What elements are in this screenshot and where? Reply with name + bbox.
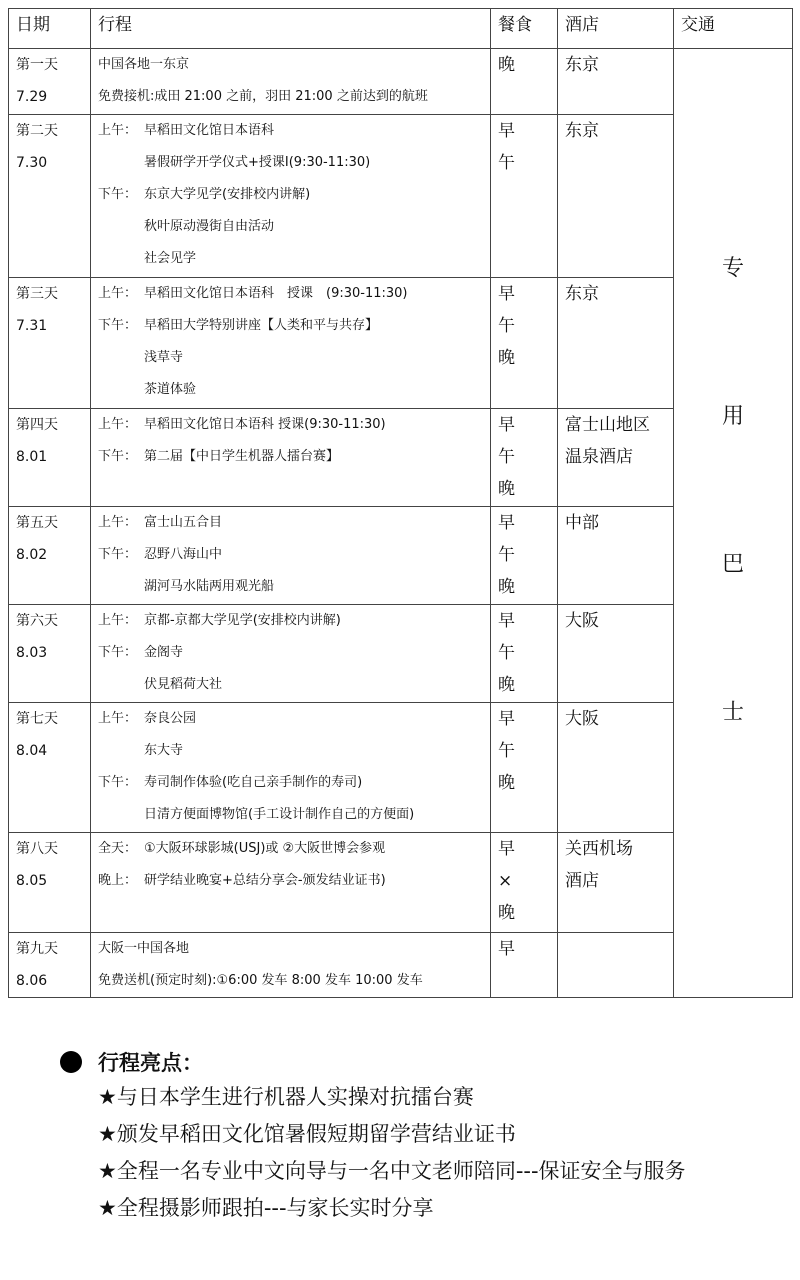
day-date: 8.03 bbox=[16, 645, 48, 661]
day-cell bbox=[9, 507, 91, 605]
hotel-name: 富士山地区 bbox=[565, 415, 650, 435]
transport-char: 用 bbox=[721, 404, 744, 429]
day-cell bbox=[9, 115, 91, 278]
itinerary-line bbox=[98, 49, 490, 81]
time-prefix: 上午： bbox=[98, 286, 138, 301]
itinerary-line bbox=[98, 243, 490, 275]
highlights-section bbox=[60, 1045, 686, 1227]
highlight-item: ★全程一名专业中文向导与一名中文老师陪同---保证安全与服务 bbox=[98, 1159, 686, 1183]
time-prefix bbox=[98, 669, 144, 701]
time-prefix: 上午： bbox=[98, 123, 138, 138]
time-prefix: 上午： bbox=[98, 711, 138, 726]
meals-cell bbox=[491, 49, 558, 115]
itinerary-text: 京都-京都大学见学(安排校内讲解) bbox=[144, 613, 341, 628]
header-hotel: 酒店 bbox=[558, 9, 674, 49]
meals-cell bbox=[491, 703, 558, 833]
meal-item: 早 bbox=[498, 709, 515, 729]
hotel-cell bbox=[558, 703, 674, 833]
hotel-cell bbox=[558, 409, 674, 507]
itinerary-text: 富士山五合目 bbox=[144, 515, 223, 530]
time-prefix bbox=[98, 342, 144, 374]
itinerary-line bbox=[98, 605, 490, 637]
itinerary-line bbox=[98, 637, 490, 669]
meals-cell bbox=[491, 278, 558, 409]
time-prefix bbox=[98, 243, 144, 275]
meal-item: 早 bbox=[498, 611, 515, 631]
itinerary-text: 免费接机:成田 21:00 之前，羽田 21:00 之前达到的航班 bbox=[98, 89, 428, 104]
meals-cell bbox=[491, 833, 558, 933]
hotel-name: 关西机场 bbox=[565, 839, 633, 859]
time-prefix: 全天： bbox=[98, 841, 138, 856]
time-prefix: 晚上： bbox=[98, 873, 138, 888]
itinerary-text: 早稻田大学特别讲座【人类和平与共存】 bbox=[144, 318, 379, 333]
itinerary-table bbox=[8, 8, 793, 998]
day-date: 8.06 bbox=[16, 973, 48, 989]
meal-item: 午 bbox=[498, 153, 515, 173]
time-prefix: 下午： bbox=[98, 187, 138, 202]
itinerary-line bbox=[98, 799, 490, 831]
day-label: 第四天 bbox=[16, 417, 58, 433]
itinerary-text: 早稻田文化馆日本语科 授课 (9:30-11:30) bbox=[144, 286, 408, 301]
hotel-name: 东京 bbox=[565, 55, 599, 75]
itinerary-line bbox=[98, 965, 490, 997]
itinerary-line bbox=[98, 409, 490, 441]
itinerary-text: 金阁寺 bbox=[144, 645, 184, 660]
day-label: 第三天 bbox=[16, 286, 58, 302]
itinerary-text: 伏見稻荷大社 bbox=[144, 677, 223, 692]
itinerary-text: 奈良公园 bbox=[144, 711, 197, 726]
bullet-dot-icon bbox=[60, 1051, 82, 1073]
itinerary-line bbox=[98, 703, 490, 735]
itinerary-line bbox=[98, 310, 490, 342]
meal-item: 晚 bbox=[498, 675, 515, 695]
day-label: 第八天 bbox=[16, 841, 58, 857]
meal-item: 早 bbox=[498, 513, 515, 533]
itinerary-cell bbox=[91, 409, 491, 507]
highlight-item: ★与日本学生进行机器人实操对抗擂台赛 bbox=[98, 1085, 474, 1109]
day-label: 第二天 bbox=[16, 123, 58, 139]
meals-cell bbox=[491, 605, 558, 703]
meal-item: 早 bbox=[498, 939, 515, 959]
itinerary-text: 中国各地一东京 bbox=[98, 57, 190, 72]
itinerary-line bbox=[98, 767, 490, 799]
day-date: 8.04 bbox=[16, 743, 48, 759]
hotel-name: 大阪 bbox=[565, 709, 599, 729]
itinerary-text: 早稻田文化馆日本语科 授课(9:30-11:30) bbox=[144, 417, 386, 432]
itinerary-text: 早稻田文化馆日本语科 bbox=[144, 123, 275, 138]
itinerary-cell bbox=[91, 703, 491, 833]
itinerary-text: 茶道体验 bbox=[144, 382, 197, 397]
itinerary-line bbox=[98, 507, 490, 539]
meal-item: 早 bbox=[498, 839, 515, 859]
time-prefix bbox=[98, 211, 144, 243]
itinerary-text: 寿司制作体验(吃自己亲手制作的寿司) bbox=[144, 775, 363, 790]
day-label: 第一天 bbox=[16, 57, 58, 73]
transport-cell bbox=[674, 49, 793, 998]
itinerary-text: 免费送机(预定时刻):①6:00 发车 8:00 发车 10:00 发车 bbox=[98, 973, 423, 988]
day-date: 7.29 bbox=[16, 89, 48, 105]
itinerary-text: 第二届【中日学生机器人擂台赛】 bbox=[144, 449, 340, 464]
itinerary-text: 湖河马水陆两用观光船 bbox=[144, 579, 275, 594]
time-prefix: 上午： bbox=[98, 515, 138, 530]
day-cell bbox=[9, 605, 91, 703]
time-prefix: 下午： bbox=[98, 547, 138, 562]
table-row bbox=[9, 49, 793, 115]
itinerary-line bbox=[98, 81, 490, 113]
itinerary-text: 研学结业晚宴+总结分享会-颁发结业证书) bbox=[144, 873, 386, 888]
itinerary-line bbox=[98, 342, 490, 374]
day-label: 第七天 bbox=[16, 711, 58, 727]
meal-item: 晚 bbox=[498, 55, 515, 75]
time-prefix bbox=[98, 735, 144, 767]
itinerary-line bbox=[98, 374, 490, 406]
itinerary-line bbox=[98, 179, 490, 211]
hotel-name: 中部 bbox=[565, 513, 599, 533]
itinerary-text: 秋叶原动漫街自由活动 bbox=[144, 219, 275, 234]
day-cell bbox=[9, 703, 91, 833]
itinerary-cell bbox=[91, 507, 491, 605]
day-date: 7.31 bbox=[16, 318, 48, 334]
itinerary-cell bbox=[91, 833, 491, 933]
highlights-title: 行程亮点： bbox=[98, 1051, 203, 1075]
header-transport: 交通 bbox=[674, 9, 793, 49]
itinerary-line bbox=[98, 865, 490, 897]
itinerary-line bbox=[98, 115, 490, 147]
hotel-cell bbox=[558, 933, 674, 998]
meal-item: 晚 bbox=[498, 577, 515, 597]
time-prefix bbox=[98, 799, 144, 831]
day-cell bbox=[9, 409, 91, 507]
meal-item: 早 bbox=[498, 415, 515, 435]
itinerary-text: 东京大学见学(安排校内讲解) bbox=[144, 187, 311, 202]
itinerary-text: 暑假研学开学仪式+授课Ⅰ(9:30-11:30) bbox=[144, 155, 371, 170]
itinerary-line bbox=[98, 211, 490, 243]
time-prefix: 下午： bbox=[98, 775, 138, 790]
itinerary-line bbox=[98, 933, 490, 965]
day-cell bbox=[9, 833, 91, 933]
itinerary-text: 日清方便面博物馆(手工设计制作自己的方便面) bbox=[144, 807, 415, 822]
day-label: 第九天 bbox=[16, 941, 58, 957]
highlights-heading bbox=[60, 1045, 686, 1079]
meals-cell bbox=[491, 507, 558, 605]
highlight-item: ★全程摄影师跟拍---与家长实时分享 bbox=[98, 1196, 434, 1220]
time-prefix bbox=[98, 374, 144, 406]
day-label: 第五天 bbox=[16, 515, 58, 531]
itinerary-text: 忍野八海山中 bbox=[144, 547, 223, 562]
day-cell bbox=[9, 49, 91, 115]
day-label: 第六天 bbox=[16, 613, 58, 629]
meal-item: 午 bbox=[498, 741, 515, 761]
header-itinerary: 行程 bbox=[91, 9, 491, 49]
transport-char: 巴 bbox=[721, 552, 744, 577]
meal-item: 早 bbox=[498, 284, 515, 304]
meal-item: 晚 bbox=[498, 773, 515, 793]
time-prefix: 下午： bbox=[98, 318, 138, 333]
day-date: 7.30 bbox=[16, 155, 48, 171]
meal-item: 午 bbox=[498, 545, 515, 565]
meal-item: 早 bbox=[498, 121, 515, 141]
itinerary-line bbox=[98, 833, 490, 865]
itinerary-line bbox=[98, 735, 490, 767]
hotel-cell bbox=[558, 49, 674, 115]
time-prefix: 下午： bbox=[98, 645, 138, 660]
table-header-row bbox=[9, 9, 793, 49]
itinerary-cell bbox=[91, 49, 491, 115]
meal-item: × bbox=[498, 871, 513, 891]
meal-item: 午 bbox=[498, 316, 515, 336]
itinerary-cell bbox=[91, 933, 491, 998]
itinerary-cell bbox=[91, 278, 491, 409]
meals-cell bbox=[491, 409, 558, 507]
itinerary-text: ①大阪环球影城(USJ)或 ②大阪世博会参观 bbox=[144, 841, 386, 856]
hotel-cell bbox=[558, 605, 674, 703]
meal-item: 午 bbox=[498, 447, 515, 467]
itinerary-text: 大阪一中国各地 bbox=[98, 941, 190, 956]
header-meals: 餐食 bbox=[491, 9, 558, 49]
meal-item: 晚 bbox=[498, 903, 515, 923]
highlight-item: ★颁发早稻田文化馆暑假短期留学营结业证书 bbox=[98, 1122, 516, 1146]
itinerary-line bbox=[98, 539, 490, 571]
hotel-cell bbox=[558, 115, 674, 278]
hotel-name: 东京 bbox=[565, 284, 599, 304]
transport-char: 专 bbox=[721, 256, 744, 281]
day-date: 8.05 bbox=[16, 873, 48, 889]
itinerary-line bbox=[98, 571, 490, 603]
hotel-name: 大阪 bbox=[565, 611, 599, 631]
time-prefix: 上午： bbox=[98, 613, 138, 628]
itinerary-text: 浅草寺 bbox=[144, 350, 184, 365]
day-date: 8.01 bbox=[16, 449, 48, 465]
time-prefix: 下午： bbox=[98, 449, 138, 464]
itinerary-line bbox=[98, 278, 490, 310]
time-prefix bbox=[98, 571, 144, 603]
hotel-name: 温泉酒店 bbox=[565, 447, 633, 467]
itinerary-line bbox=[98, 441, 490, 473]
time-prefix bbox=[98, 147, 144, 179]
hotel-cell bbox=[558, 507, 674, 605]
meals-cell bbox=[491, 115, 558, 278]
itinerary-line bbox=[98, 669, 490, 701]
header-date: 日期 bbox=[9, 9, 91, 49]
hotel-cell bbox=[558, 278, 674, 409]
day-date: 8.02 bbox=[16, 547, 48, 563]
hotel-name: 东京 bbox=[565, 121, 599, 141]
meal-item: 午 bbox=[498, 643, 515, 663]
itinerary-cell bbox=[91, 605, 491, 703]
hotel-cell bbox=[558, 833, 674, 933]
day-cell bbox=[9, 278, 91, 409]
itinerary-cell bbox=[91, 115, 491, 278]
time-prefix: 上午： bbox=[98, 417, 138, 432]
itinerary-line bbox=[98, 147, 490, 179]
meal-item: 晚 bbox=[498, 348, 515, 368]
meal-item: 晚 bbox=[498, 479, 515, 499]
transport-char: 士 bbox=[721, 700, 744, 725]
itinerary-text: 东大寺 bbox=[144, 743, 184, 758]
hotel-name: 酒店 bbox=[565, 871, 599, 891]
meals-cell bbox=[491, 933, 558, 998]
day-cell bbox=[9, 933, 91, 998]
itinerary-text: 社会见学 bbox=[144, 251, 197, 266]
